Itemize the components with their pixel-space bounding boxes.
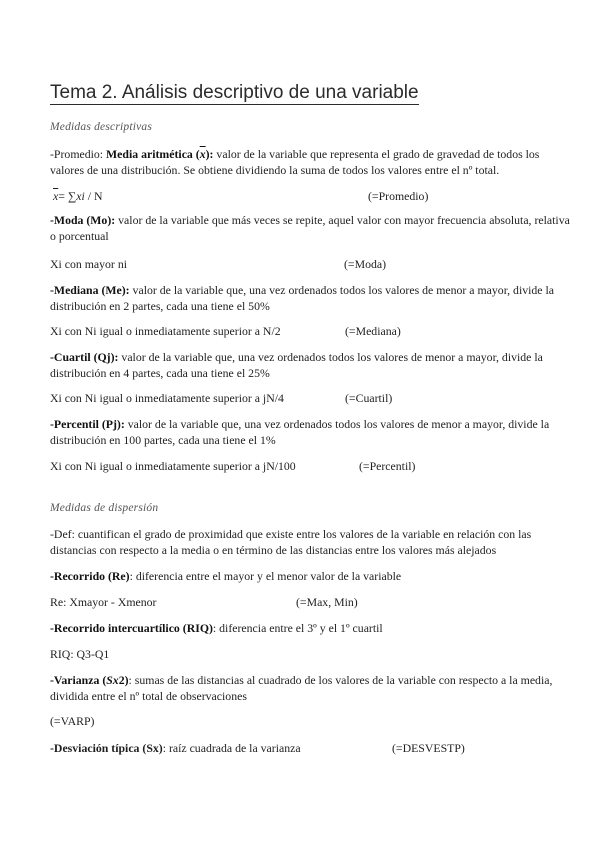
range-term: -Recorrido (Re) bbox=[50, 569, 130, 583]
median-definition bbox=[50, 282, 570, 314]
variance-term: -Varianza (Sx2) bbox=[50, 673, 129, 687]
range-formula: Re: Xmayor - Xmenor bbox=[50, 595, 157, 609]
iqr-formula-row bbox=[50, 646, 570, 662]
iqr-formula: RIQ: Q3-Q1 bbox=[50, 647, 110, 661]
percentile-definition bbox=[50, 416, 570, 448]
mode-formula-row bbox=[50, 256, 570, 272]
quartile-description: valor de la variable que, una vez ordenados todos los valores de menor a mayor, divide la distribución en 4 partes, cada una tiene el 25% bbox=[50, 350, 543, 380]
variance-excel-row bbox=[50, 713, 570, 729]
mode-term: -Moda (Mo): bbox=[50, 213, 116, 227]
iqr-description: : diferencia entre el 3º y el 1º cuartil bbox=[212, 621, 383, 635]
median-formula: Xi con Ni igual o inmediatamente superior a N/2 bbox=[50, 324, 281, 338]
page-title: Tema 2. Análisis descriptivo de una variable bbox=[50, 82, 419, 103]
range-definition bbox=[50, 568, 570, 584]
variance-description: : sumas de las distancias al cuadrado de los valores de la variable con respecto a la media, dividida entre el nº total de observaciones bbox=[50, 673, 553, 703]
percentile-formula-row bbox=[50, 458, 570, 474]
median-formula-row bbox=[50, 323, 570, 339]
mean-description: valor de la variable que representa el grado de gravedad de todos los valores de una distribución. Se obtiene dividiendo la suma de todos los valores entre el nº total. bbox=[50, 147, 540, 177]
mean-term: Media aritmética $(\overline{x})$: bbox=[106, 147, 214, 161]
dispersion-definition: -Def: cuantifican el grado de proximidad que existe entre los valores de la variable en relación con las distancias con respecto a la media o en término de las distancias entre los valores más alejados bbox=[50, 527, 532, 557]
iqr-definition bbox=[50, 620, 570, 636]
range-description: : diferencia entre el mayor y el menor valor de la variable bbox=[129, 569, 402, 583]
mode-formula: Xi con mayor ni bbox=[50, 257, 127, 271]
range-formula-row bbox=[50, 594, 570, 610]
quartile-term: -Cuartil (Qj): bbox=[50, 350, 119, 364]
iqr-term: -Recorrido intercuartílico (RIQ) bbox=[50, 621, 213, 635]
percentile-description: valor de la variable que, una vez ordenados todos los valores de menor a mayor, divide la distribución en 100 partes, cada una tiene el 1% bbox=[50, 417, 550, 447]
quartile-formula: Xi con Ni igual o inmediatamente superior a jN/4 bbox=[50, 391, 284, 405]
mode-excel-function: (=Moda) bbox=[344, 257, 387, 271]
median-excel-function: (=Mediana) bbox=[345, 324, 401, 338]
mean-definition bbox=[50, 146, 570, 178]
mean-formula-row bbox=[50, 188, 570, 204]
percentile-term: -Percentil (Pj): bbox=[50, 417, 125, 431]
median-description: valor de la variable que, una vez ordenados todos los valores de menor a mayor, divide la distribución en 2 partes, cada una tiene el 50% bbox=[50, 283, 555, 313]
range-excel-function: (=Max, Min) bbox=[296, 595, 358, 609]
stdev-description: : raíz cuadrada de la varianza bbox=[162, 741, 301, 755]
quartile-formula-row bbox=[50, 390, 570, 406]
median-term: -Mediana (Me): bbox=[50, 283, 130, 297]
mean-excel-function: (=Promedio) bbox=[368, 189, 429, 203]
central-tendency-heading: Medidas descriptivas bbox=[50, 121, 153, 133]
stdev-definition bbox=[50, 740, 570, 756]
stdev-term: -Desviación típica (Sx) bbox=[50, 741, 163, 755]
quartile-definition bbox=[50, 349, 570, 381]
dispersion-heading: Medidas de dispersión bbox=[50, 502, 159, 514]
mean-prefix: -Promedio: bbox=[50, 147, 107, 161]
variance-excel-function: (=VARP) bbox=[50, 714, 95, 728]
mode-definition bbox=[50, 212, 570, 244]
mean-formula: $\overline{x}= \sum xi / N$ bbox=[53, 189, 103, 203]
variance-definition bbox=[50, 672, 570, 704]
stdev-excel-function: (=DESVESTP) bbox=[392, 741, 465, 755]
quartile-excel-function: (=Cuartil) bbox=[345, 391, 393, 405]
mode-description: valor de la variable que más veces se repite, aquel valor con mayor frecuencia absoluta, relativa o porcentual bbox=[50, 213, 570, 243]
percentile-excel-function: (=Percentil) bbox=[359, 459, 416, 473]
stdev-text bbox=[50, 740, 301, 756]
percentile-formula: Xi con Ni igual o inmediatamente superior a jN/100 bbox=[50, 459, 296, 473]
